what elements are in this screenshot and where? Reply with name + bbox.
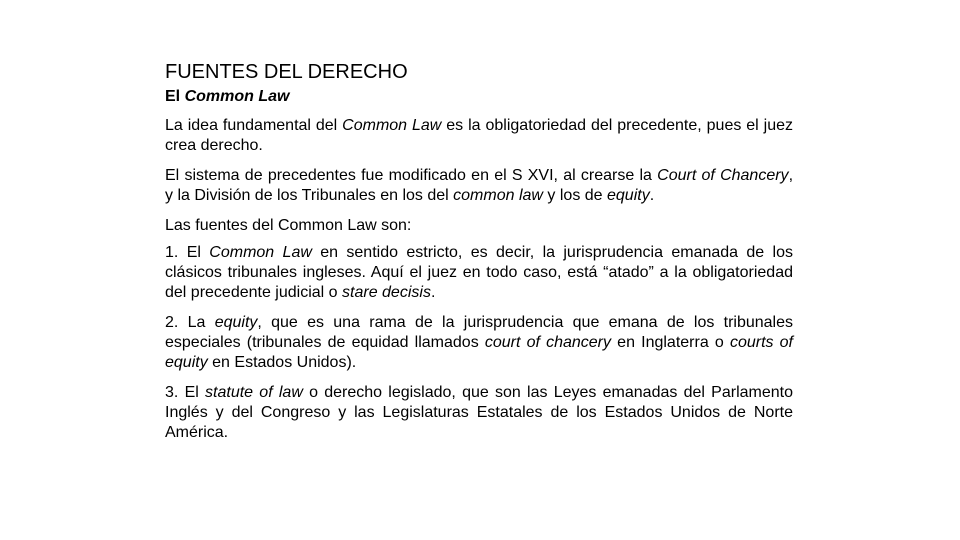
slide-content	[165, 60, 793, 443]
slide-subtitle	[165, 87, 793, 107]
paragraph-3	[165, 216, 793, 236]
p5-italic-d: court of chancery	[484, 334, 612, 351]
p2-text-c: , y la División de los Tribunales en los del	[165, 167, 794, 204]
p4-text-c: en sentido estricto, es decir, la jurisprudencia emanada de los clásicos tribunales ingleses. Aquí el juez en todo caso, está “atado” a la obligatoriedad del precedente judicial o	[165, 244, 794, 301]
p4-italic-b: Common Law	[209, 244, 312, 261]
p2-italic-f: equity	[607, 187, 650, 204]
paragraph-4	[165, 243, 793, 303]
paragraph-2	[165, 166, 793, 206]
p5-text-c: , que es una rama de la jurisprudencia que emana de los tribunales especiales (tribunales de equidad llamados	[165, 314, 794, 351]
p4-text-e: .	[430, 284, 436, 301]
paragraph-5	[165, 313, 793, 373]
p5-text-g: en Estados Unidos).	[207, 354, 357, 371]
subtitle-italic: Common Law	[184, 88, 290, 105]
p5-italic-b: equity	[214, 314, 258, 331]
subtitle-plain: El	[165, 88, 185, 105]
p1-italic-b: Common Law	[342, 117, 442, 134]
p6-text-c: o derecho legislado, que son las Leyes emanadas del Parlamento Inglés y del Congreso y las Legislaturas Estatales de los Estados Unidos de Norte América.	[165, 384, 793, 441]
p5-italic-f: courts of equity	[165, 334, 794, 371]
p6-italic-b: statute of law	[205, 384, 303, 401]
p2-text-e: y los de	[542, 187, 607, 204]
p4-italic-d: stare decisis	[342, 284, 431, 301]
p1-text-a: La idea fundamental del	[165, 117, 343, 134]
p2-italic-b: Court of Chancery	[657, 167, 789, 184]
p2-italic-d: common law	[453, 187, 543, 204]
p2-text-g: .	[649, 187, 655, 204]
p2-text-a: El sistema de precedentes fue modificado en el S XVI, al crearse la	[165, 167, 658, 184]
p1-text-c: es la obligatoriedad del precedente, pues el juez crea derecho.	[165, 117, 794, 154]
slide-title: FUENTES DEL DERECHO	[165, 61, 408, 83]
p5-text-a: 2. La	[165, 314, 215, 331]
p6-text-a: 3. El	[165, 384, 206, 401]
p5-text-e: en Inglaterra o	[611, 334, 730, 351]
p3-text-a: Las fuentes del Common Law son:	[165, 217, 412, 234]
paragraph-1	[165, 116, 793, 156]
paragraph-6	[165, 383, 793, 443]
p4-text-a: 1. El	[165, 244, 210, 261]
